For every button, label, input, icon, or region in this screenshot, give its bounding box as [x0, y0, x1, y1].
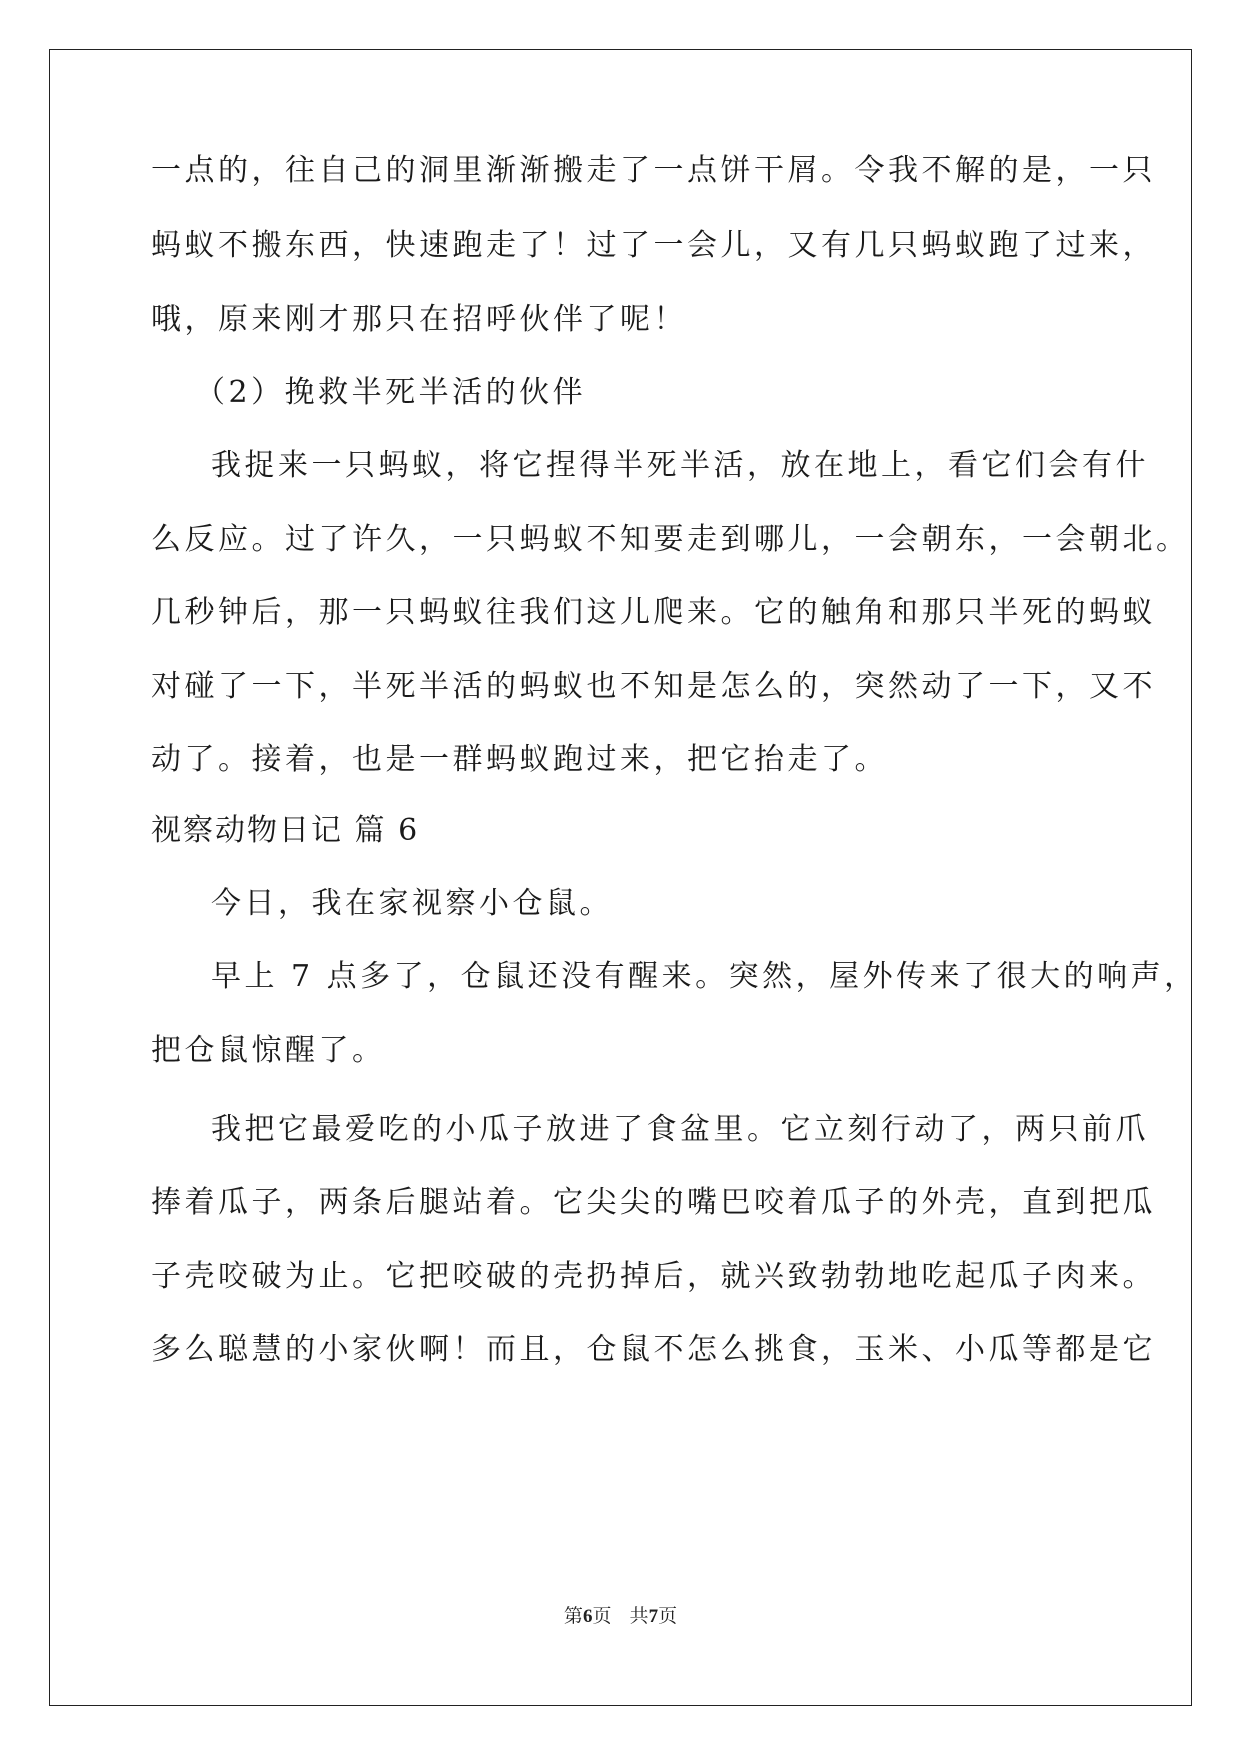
page-border — [49, 49, 1192, 1706]
footer-mid: 页 共 — [592, 1605, 649, 1627]
body-line: 我捉来一只蚂蚁，将它捏得半死半活，放在地上，看它们会有什 — [211, 448, 1149, 483]
footer-suffix: 页 — [658, 1605, 678, 1627]
body-line: 捧着瓜子，两条后腿站着。它尖尖的嘴巴咬着瓜子的外壳，直到把瓜 — [151, 1185, 1156, 1220]
total-page-number: 7 — [648, 1606, 659, 1627]
footer-prefix: 第 — [563, 1605, 583, 1627]
section-subheading: （2）挽救半死半活的伙伴 — [195, 375, 587, 410]
body-line: 多么聪慧的小家伙啊！而且，仓鼠不怎么挑食，玉米、小瓜等都是它 — [151, 1332, 1156, 1367]
body-line: 动了。接着，也是一群蚂蚁跑过来，把它抬走了。 — [151, 742, 888, 777]
body-line: 我把它最爱吃的小瓜子放进了食盆里。它立刻行动了，两只前爪 — [211, 1112, 1149, 1147]
body-line: 早上 7 点多了，仓鼠还没有醒来。突然，屋外传来了很大的响声， — [211, 959, 1198, 994]
body-line: 今日，我在家视察小仓鼠。 — [211, 886, 613, 921]
body-line: 一点的，往自己的洞里渐渐搬走了一点饼干屑。令我不解的是，一只 — [151, 153, 1156, 188]
body-line: 么反应。过了许久，一只蚂蚁不知要走到哪儿，一会朝东，一会朝北。 — [151, 522, 1190, 557]
current-page-number: 6 — [582, 1606, 593, 1627]
page-footer — [0, 1601, 1241, 1628]
body-line: 哦，原来刚才那只在招呼伙伴了呢！ — [151, 302, 687, 337]
body-line: 几秒钟后，那一只蚂蚁往我们这儿爬来。它的触角和那只半死的蚂蚁 — [151, 595, 1156, 630]
article-heading: 视察动物日记 篇 6 — [151, 813, 420, 848]
body-line: 子壳咬破为止。它把咬破的壳扔掉后，就兴致勃勃地吃起瓜子肉来。 — [151, 1259, 1156, 1294]
body-line: 蚂蚁不搬东西，快速跑走了！过了一会儿，又有几只蚂蚁跑了过来， — [151, 228, 1156, 263]
body-line: 对碰了一下，半死半活的蚂蚁也不知是怎么的，突然动了一下，又不 — [151, 669, 1156, 704]
body-line: 把仓鼠惊醒了。 — [151, 1033, 386, 1068]
